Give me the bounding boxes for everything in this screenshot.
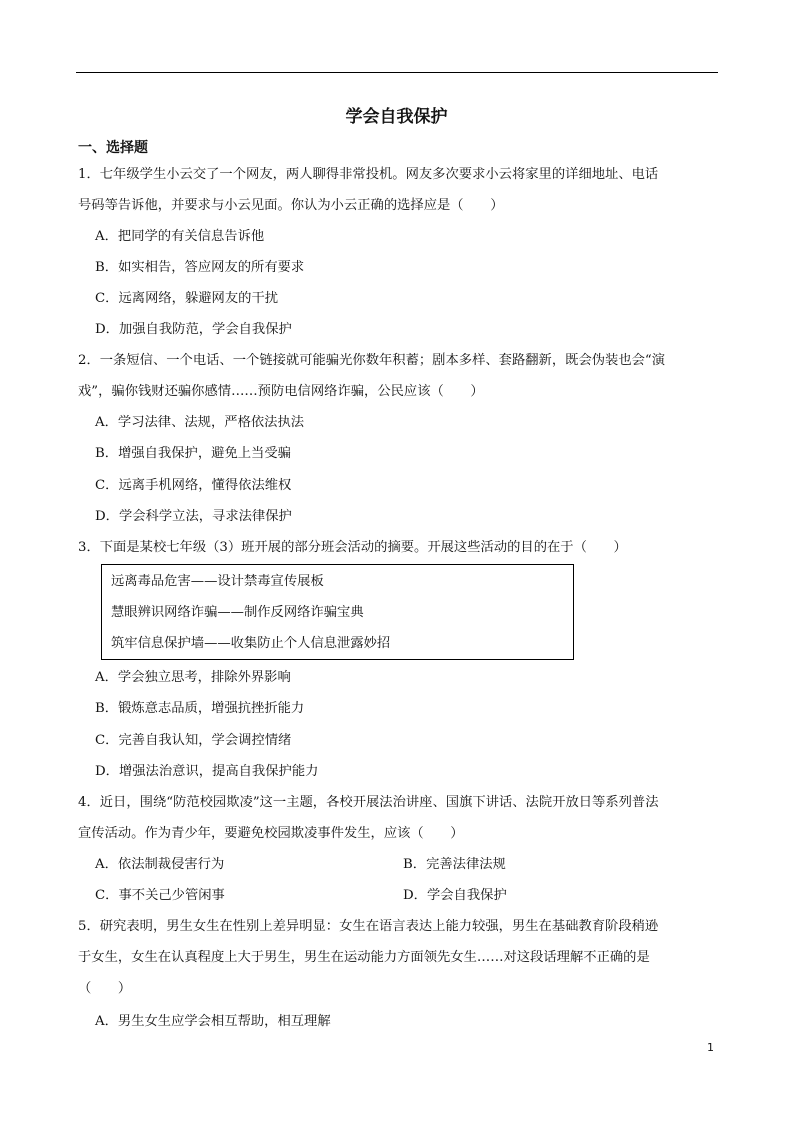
- question-3-line-1: 3．下面是某校七年级（3）班开展的部分班会活动的摘要。开展这些活动的目的在于（ ）: [78, 540, 627, 555]
- question-1-option-d: D．加强自我防范，学会自我保护: [95, 322, 292, 337]
- question-1-option-c: C．远离网络，躲避网友的干扰: [95, 291, 279, 306]
- question-5-line-1: 5．研究表明，男生女生在性别上差异明显：女生在语言表达上能力较强，男生在基础教育阶段稍逊: [78, 919, 659, 934]
- question-1-line-2: 号码等告诉他，并要求与小云见面。你认为小云正确的选择应是（ ）: [78, 198, 504, 213]
- question-5-option-a: A．男生女生应学会相互帮助，相互理解: [95, 1014, 331, 1029]
- activity-item: 筑牢信息保护墙——收集防止个人信息泄露妙招: [111, 636, 391, 651]
- question-4-option-b: B．完善法律法规: [403, 857, 506, 872]
- question-2-option-b: B．增强自我保护，避免上当受骗: [95, 446, 291, 461]
- question-3-option-d: D．增强法治意识，提高自我保护能力: [95, 764, 319, 779]
- section-heading: 一、选择题: [78, 140, 148, 156]
- question-2-option-a: A．学习法律、法规，严格依法执法: [95, 415, 305, 430]
- question-4-line-1: 4．近日，围绕“防范校园欺凌”这一主题，各校开展法治讲座、国旗下讲话、法院开放日等系列普法: [78, 795, 659, 810]
- activity-item: 慧眼辨识网络诈骗——制作反网络诈骗宝典: [111, 605, 364, 620]
- question-1-line-1: 1．七年级学生小云交了一个网友，两人聊得非常投机。网友多次要求小云将家里的详细地址、电话: [78, 167, 659, 182]
- question-1-option-a: A．把同学的有关信息告诉他: [95, 229, 265, 244]
- activity-item: 远离毒品危害——设计禁毒宣传展板: [111, 574, 324, 589]
- question-1-option-b: B．如实相告，答应网友的所有要求: [95, 260, 305, 275]
- question-3-option-c: C．完善自我认知，学会调控情绪: [95, 733, 292, 748]
- question-4-line-2: 宣传活动。作为青少年，要避免校园欺凌事件发生，应该（ ）: [78, 826, 464, 841]
- page-title: 学会自我保护: [345, 107, 448, 127]
- question-2-option-d: D．学会科学立法，寻求法律保护: [95, 509, 292, 524]
- question-3-option-b: B．锻炼意志品质，增强抗挫折能力: [95, 701, 305, 716]
- question-5-line-3: （ ）: [78, 981, 132, 996]
- page-number: 1: [707, 1041, 714, 1054]
- question-5-line-2: 于女生，女生在认真程度上大于男生，男生在运动能力方面领先女生……对这段话理解不正确的是: [78, 950, 650, 965]
- header-rule: [76, 72, 718, 73]
- question-2-line-2: 戏”，骗你钱财还骗你感情……预防电信网络诈骗，公民应该（ ）: [78, 384, 484, 399]
- question-3-option-a: A．学会独立思考，排除外界影响: [95, 670, 291, 685]
- question-4-option-a: A．依法制裁侵害行为: [95, 857, 225, 872]
- question-4-option-c: C．事不关己少管闲事: [95, 888, 225, 903]
- question-2-line-1: 2．一条短信、一个电话、一个链接就可能骗光你数年积蓄；剧本多样、套路翻新，既会伪装也会“演: [78, 353, 666, 368]
- activity-summary-box: [101, 564, 574, 660]
- question-2-option-c: C．远离手机网络，懂得依法维权: [95, 478, 292, 493]
- question-4-option-d: D．学会自我保护: [403, 888, 507, 903]
